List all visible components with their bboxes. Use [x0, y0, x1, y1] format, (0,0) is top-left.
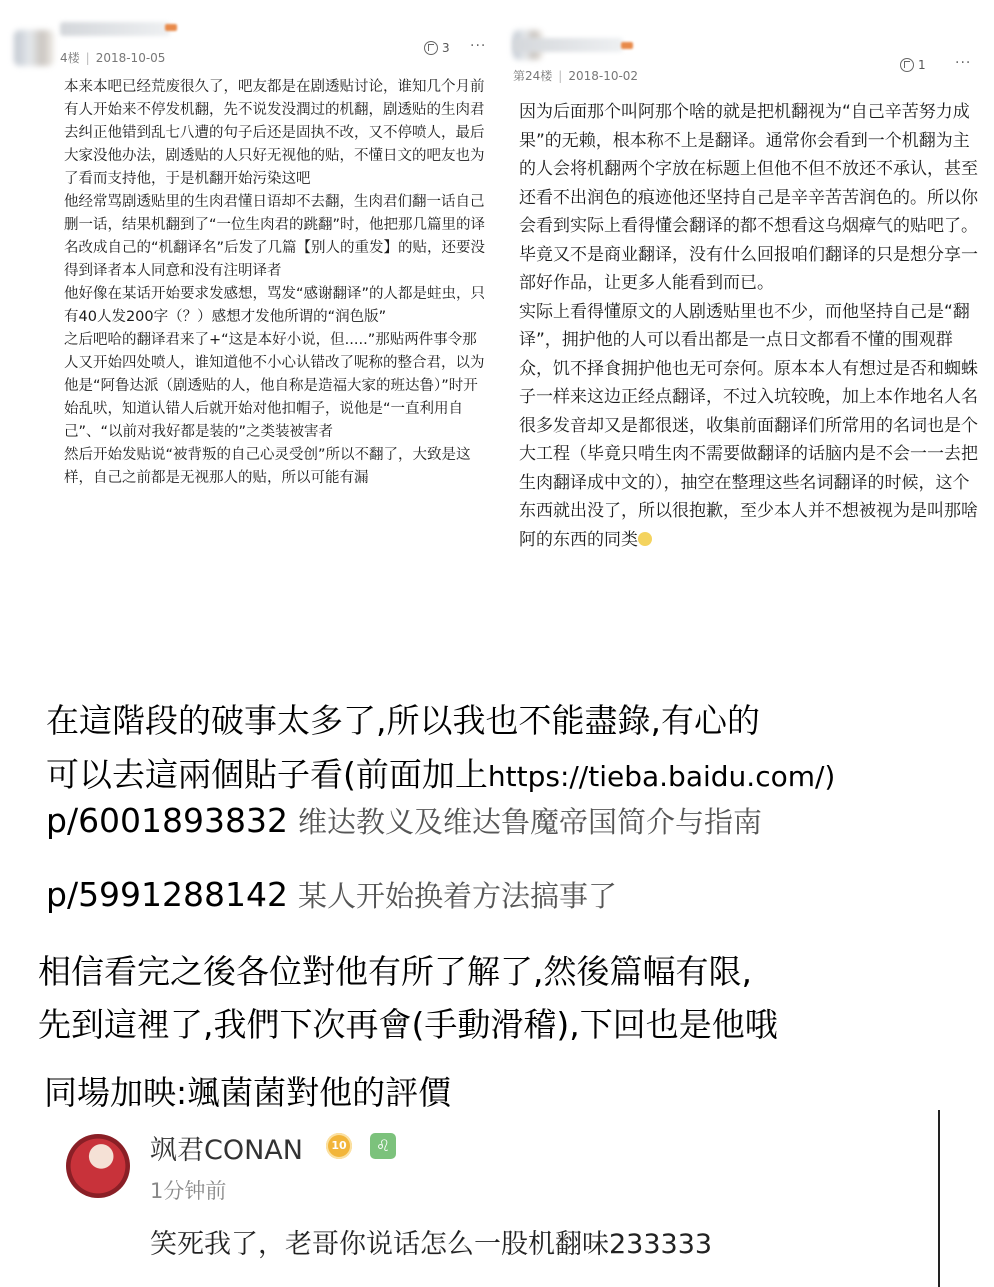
caption-line: 相信看完之後各位對他有所了解了,然後篇幅有限, [38, 952, 752, 991]
divider [938, 1110, 940, 1287]
comment-text: 笑死我了，老哥你说话怎么一股机翻味233333 [150, 1229, 713, 1260]
avatar[interactable] [66, 1134, 130, 1198]
post-left [0, 0, 500, 688]
like-button[interactable] [424, 41, 450, 55]
post-date: 2018-10-05 [95, 51, 166, 65]
more-icon[interactable]: ··· [955, 55, 972, 71]
thread-link[interactable] [46, 801, 762, 842]
post-paragraph: 本来本吧已经荒废很久了，吧友都是在剧透贴讨论，谁知几个月前有人开始来不停发机翻，先不说发没潤过的机翻，剧透贴的生肉君去纠正他错到乱七八遭的句子后还是固执不改，又不停喷人，最后大家没他办法，剧透贴的人只好无视他的贴，不懂日文的吧友也为了看而支持他，于是机翻开始污染这吧 [64, 79, 485, 187]
floor-number: 4楼 [60, 51, 80, 65]
post-paragraph: 毕竟又不是商业翻译，没有什么回报咱们翻译的只是想分享一部好作品，让更多人能看到而已。 [519, 244, 978, 293]
post-paragraph: 然后开始发贴说“被背叛的自己心灵受创”所以不翻了，大致是这样，自己之前都是无视那人的贴，所以可能有漏 [64, 447, 471, 486]
post-paragraph: 因为后面那个叫阿那个啥的就是把机翻视为“自己辛苦努力成果”的无赖，根本称不上是翻译。通常你会看到一个机翻为主的人会将机翻两个字放在标题上但他不但不放还不承认，甚至还看不出润色的痕迹他还坚持自己是辛辛苦苦润色的。所以你会看到实际上看得懂会翻译的都不想看这乌烟瘴气的贴吧了。 [519, 102, 978, 236]
post-date: 2018-10-02 [568, 69, 639, 83]
post-paragraph: 之后吧哈的翻译君来了+“这是本好小说，但.....”那贴两件事令那人又开始四处喷人，谁知道他不小心认错改了呢称的整合君，以为他是“阿鲁达派（剧透贴的人，他自称是造福大家的班达鲁）”时开始乱吠，知道认错人后就开始对他扣帽子，说他是“一直利用自己”、“以前对我好都是装的”之类装被害者 [64, 332, 485, 440]
emoji-icon [638, 532, 652, 546]
floor-number: 第24楼 [513, 69, 553, 83]
post-paragraph: 实际上看得懂原文的人剧透贴里也不少，而他坚持自己是“翻译”，拥护他的人可以看出都是一点日文都看不懂的围观群众，饥不择食拥护他也无可奈何。原本本人有想过是否和蜘蛛子一样来这边正经点翻译，不过入坑较晚，加上本作地名人名很多发音却又是都很迷，收集前面翻译们所常用的名词也是个大工程（毕竟只啃生肉不需要做翻译的话脑内是不会一一去把生肉翻译成中文的），抽空在整理这些名词翻译的时候，这个东西就出没了，所以很抱歉，至少本人并不想被视为是叫那啥阿的东西的同类 [519, 301, 978, 550]
comment-time: 1分钟前 [150, 1179, 227, 1203]
post-meta [513, 67, 638, 84]
base-url: https://tieba.baidu.com/) [487, 760, 836, 793]
caption-line: 在這階段的破事太多了,所以我也不能盡錄,有心的 [46, 701, 760, 740]
post-right [503, 0, 994, 688]
post-paragraph: 他好像在某话开始要求发感想，骂发“感谢翻译”的人都是蛀虫，只有40人发200字（？）感想才发他所谓的“润色版” [64, 286, 486, 325]
post-body [64, 76, 488, 490]
level-badge: 10 [326, 1133, 352, 1159]
like-count: 3 [442, 41, 450, 55]
leo-icon: ♌ [370, 1133, 396, 1159]
avatar[interactable] [14, 30, 54, 66]
like-button[interactable] [900, 58, 926, 72]
badge-blurred [621, 42, 633, 49]
thread-link[interactable] [46, 875, 617, 916]
thread-title: 维达教义及维达鲁魔帝国简介与指南 [298, 805, 763, 839]
like-icon [900, 58, 914, 72]
like-count: 1 [918, 58, 926, 72]
post-body [519, 98, 979, 554]
bonus-heading: 同場加映:颯菌菌對他的評價 [44, 1073, 452, 1112]
more-icon[interactable]: ··· [470, 38, 487, 54]
caption-line: 先到這裡了,我們下次再會(手動滑稽),下回也是他哦 [38, 1005, 778, 1044]
comment-username[interactable]: 飒君CONAN [150, 1135, 303, 1166]
thread-id: p/5991288142 [46, 875, 289, 914]
username-blurred[interactable] [513, 38, 623, 52]
meta-separator: | [85, 51, 90, 65]
username-blurred[interactable] [60, 22, 170, 36]
thread-title: 某人开始换着方法搞事了 [298, 879, 618, 913]
post-paragraph: 他经常骂剧透贴里的生肉君懂日语却不去翻，生肉君们翻一话自己删一话，结果机翻到了“一位生肉君的跳翻”时，他把那几篇里的译名改成自己的“机翻译名”后发了几篇【别人的重发】的贴，还要没得到译者本人同意和没有注明译者 [64, 194, 486, 279]
caption-text: 可以去這兩個貼子看(前面加上 [46, 755, 488, 794]
caption-line [46, 755, 976, 797]
badge-blurred [165, 24, 177, 31]
thread-id: p/6001893832 [46, 801, 289, 840]
meta-separator: | [558, 69, 563, 83]
like-icon [424, 41, 438, 55]
post-meta [60, 49, 165, 66]
